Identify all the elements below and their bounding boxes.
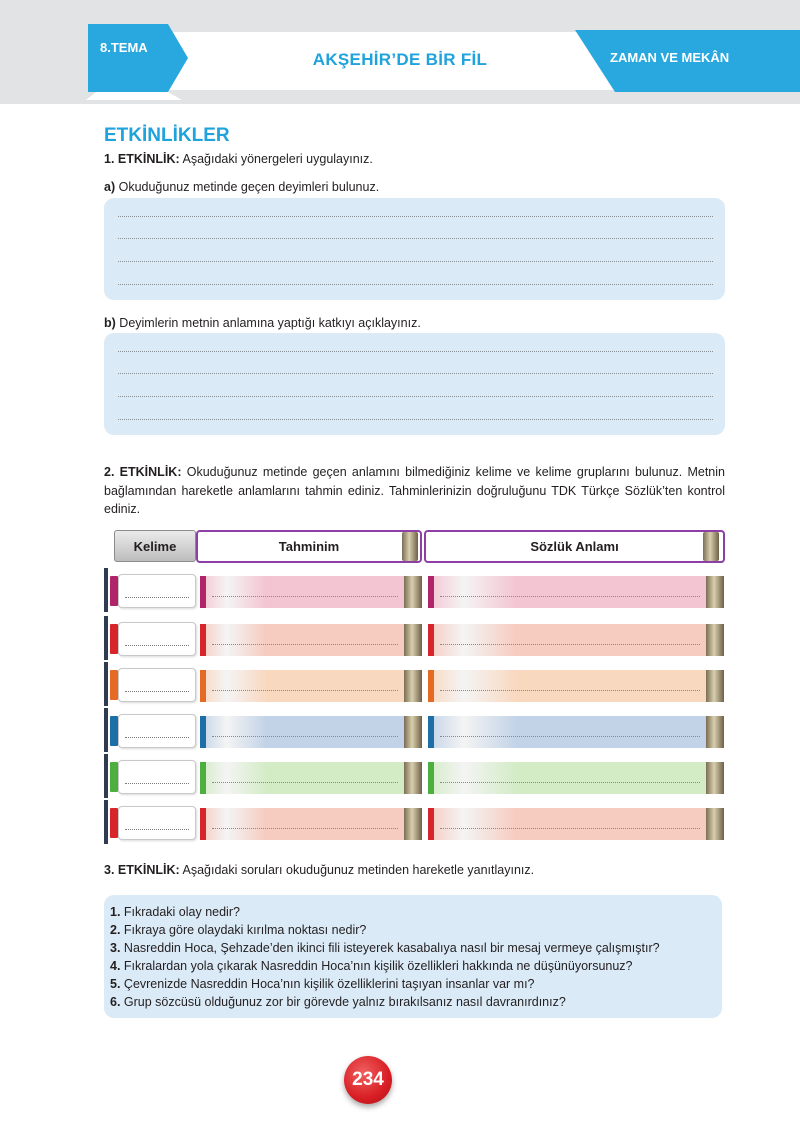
strip-cap	[428, 576, 434, 608]
strip-cap	[428, 624, 434, 656]
scroll-roll	[706, 576, 724, 608]
column-header-kelime: Kelime	[114, 530, 196, 562]
question-item	[110, 923, 366, 937]
dotted-line	[440, 828, 700, 829]
scroll-roll	[402, 532, 418, 561]
tahmin-input[interactable]	[200, 808, 422, 840]
dotted-line	[212, 644, 398, 645]
dotted-line	[440, 782, 700, 783]
activity1-a-label: a)	[104, 180, 116, 194]
tema-label: 8.TEMA	[100, 40, 148, 55]
question-text: Çevrenizde Nasreddin Hoca’nın kişilik özelliklerini taşıyan insanlar var mı?	[120, 977, 535, 991]
dotted-line	[212, 736, 398, 737]
strip-cap	[428, 716, 434, 748]
dotted-line	[212, 782, 398, 783]
answer-line	[118, 261, 713, 262]
kelime-input[interactable]	[118, 714, 196, 748]
scroll-roll	[706, 808, 724, 840]
scroll-roll	[404, 670, 422, 702]
section-title: ETKİNLİKLER	[104, 125, 230, 146]
dotted-line	[212, 596, 398, 597]
activity3-label: 3. ETKİNLİK:	[104, 863, 180, 877]
row-spine	[104, 800, 108, 844]
row-spine	[104, 754, 108, 798]
strip-cap	[428, 762, 434, 794]
row-color-tab	[110, 716, 118, 746]
strip-cap	[428, 670, 434, 702]
activity1-text: Aşağıdaki yönergeleri uygulayınız.	[179, 152, 373, 166]
question-text: Fıkradaki olay nedir?	[120, 905, 240, 919]
column-header-sozluk-label: Sözlük Anlamı	[530, 539, 619, 554]
question-item	[110, 941, 660, 955]
row-spine	[104, 568, 108, 612]
scroll-roll	[706, 624, 724, 656]
dotted-line	[440, 644, 700, 645]
row-spine	[104, 708, 108, 752]
sozluk-input[interactable]	[428, 716, 724, 748]
row-color-tab	[110, 670, 118, 700]
column-header-tahminim	[196, 530, 422, 563]
page-header	[0, 0, 800, 104]
dotted-line	[125, 597, 189, 598]
activity2-intro	[104, 463, 725, 519]
questions-box	[104, 895, 722, 1018]
activity1-b-text: Deyimlerin metnin anlamına yaptığı katkıyı açıklayınız.	[115, 316, 421, 330]
row-color-tab	[110, 762, 118, 792]
answer-box-b[interactable]	[104, 333, 725, 435]
kelime-input[interactable]	[118, 760, 196, 794]
activity1-a	[104, 180, 379, 194]
strip-cap	[200, 716, 206, 748]
scroll-roll	[404, 576, 422, 608]
column-header-tahminim-label: Tahminim	[278, 539, 340, 554]
page-title: AKŞEHİR’DE BİR FİL	[312, 50, 488, 69]
question-number: 2.	[110, 923, 121, 937]
sozluk-input[interactable]	[428, 762, 724, 794]
table-row	[104, 620, 724, 660]
answer-line	[118, 238, 713, 239]
sozluk-input[interactable]	[428, 808, 724, 840]
table-row	[104, 804, 724, 844]
scroll-roll	[706, 762, 724, 794]
answer-line	[118, 284, 713, 285]
strip-cap	[200, 624, 206, 656]
kelime-input[interactable]	[118, 668, 196, 702]
activity1-a-text: Okuduğunuz metinde geçen deyimleri bulunuz.	[115, 180, 380, 194]
question-text: Grup sözcüsü olduğunuz zor bir görevde yalnız bırakılsanız nasıl davranırdınız?	[120, 995, 566, 1009]
dotted-line	[212, 828, 398, 829]
scroll-roll	[404, 716, 422, 748]
dotted-line	[125, 737, 189, 738]
answer-line	[118, 419, 713, 420]
table-row	[104, 572, 724, 612]
kelime-input[interactable]	[118, 622, 196, 656]
strip-cap	[200, 670, 206, 702]
dotted-line	[440, 596, 700, 597]
sozluk-input[interactable]	[428, 670, 724, 702]
answer-line	[118, 396, 713, 397]
kelime-input[interactable]	[118, 574, 196, 608]
strip-cap	[428, 808, 434, 840]
kelime-input[interactable]	[118, 806, 196, 840]
question-text: Fıkraya göre olaydaki kırılma noktası nedir?	[120, 923, 367, 937]
answer-box-a[interactable]	[104, 198, 725, 300]
activity3-text: Aşağıdaki soruları okuduğunuz metinden hareketle yanıtlayınız.	[179, 863, 535, 877]
dotted-line	[440, 736, 700, 737]
table-row	[104, 758, 724, 798]
scroll-roll	[703, 532, 719, 561]
table-row	[104, 712, 724, 752]
question-item	[110, 905, 240, 919]
activity2-text: Okuduğunuz metinde geçen anlamını bilmediğiniz kelime ve kelime gruplarını bulunuz. Metnin bağlamından hareketle anlamlarını tahmin ediniz. Tahminlerinizin doğruluğunu TDK Türkçe Sözlük’ten kontrol ediniz.	[104, 465, 725, 516]
sozluk-input[interactable]	[428, 624, 724, 656]
dotted-line	[125, 783, 189, 784]
activity1-intro	[104, 152, 373, 166]
scroll-roll	[404, 762, 422, 794]
row-color-tab	[110, 624, 118, 654]
row-color-tab	[110, 576, 118, 606]
page-number: 234	[344, 1056, 392, 1104]
answer-line	[118, 216, 713, 217]
question-item	[110, 995, 566, 1009]
activity3-intro	[104, 863, 534, 877]
answer-line	[118, 351, 713, 352]
activity2-label: 2. ETKİNLİK:	[104, 465, 182, 479]
row-color-tab	[110, 808, 118, 838]
tema-tab	[82, 18, 192, 96]
scroll-roll	[706, 716, 724, 748]
question-number: 1.	[110, 905, 121, 919]
strip-cap	[200, 576, 206, 608]
activity1-b	[104, 316, 421, 330]
dotted-line	[125, 645, 189, 646]
question-text: Nasreddin Hoca, Şehzade’den ikinci fili isteyerek kasabalıya nasıl bir mesaj vermeye çalışmıştır?	[120, 941, 660, 955]
tahmin-input[interactable]	[200, 576, 422, 608]
dotted-line	[212, 690, 398, 691]
question-item	[110, 977, 535, 991]
sozluk-input[interactable]	[428, 576, 724, 608]
question-number: 5.	[110, 977, 121, 991]
dotted-line	[125, 829, 189, 830]
zaman-label: ZAMAN VE MEKÂN	[610, 50, 730, 65]
table-row	[104, 666, 724, 706]
row-spine	[104, 662, 108, 706]
answer-line	[118, 373, 713, 374]
row-spine	[104, 616, 108, 660]
question-number: 6.	[110, 995, 121, 1009]
activity1-label: 1. ETKİNLİK:	[104, 152, 180, 166]
scroll-roll	[706, 670, 724, 702]
column-header-sozluk	[424, 530, 725, 563]
scroll-roll	[404, 808, 422, 840]
tahmin-input[interactable]	[200, 670, 422, 702]
strip-cap	[200, 762, 206, 794]
question-number: 4.	[110, 959, 121, 973]
question-item	[110, 959, 633, 973]
question-text: Fıkralardan yola çıkarak Nasreddin Hoca’nın kişilik özellikleri hakkında ne düşünüyorsunuz?	[120, 959, 633, 973]
dotted-line	[440, 690, 700, 691]
activity1-b-label: b)	[104, 316, 116, 330]
dotted-line	[125, 691, 189, 692]
question-number: 3.	[110, 941, 121, 955]
tahmin-input[interactable]	[200, 624, 422, 656]
scroll-roll	[404, 624, 422, 656]
strip-cap	[200, 808, 206, 840]
tahmin-input[interactable]	[200, 762, 422, 794]
tahmin-input[interactable]	[200, 716, 422, 748]
